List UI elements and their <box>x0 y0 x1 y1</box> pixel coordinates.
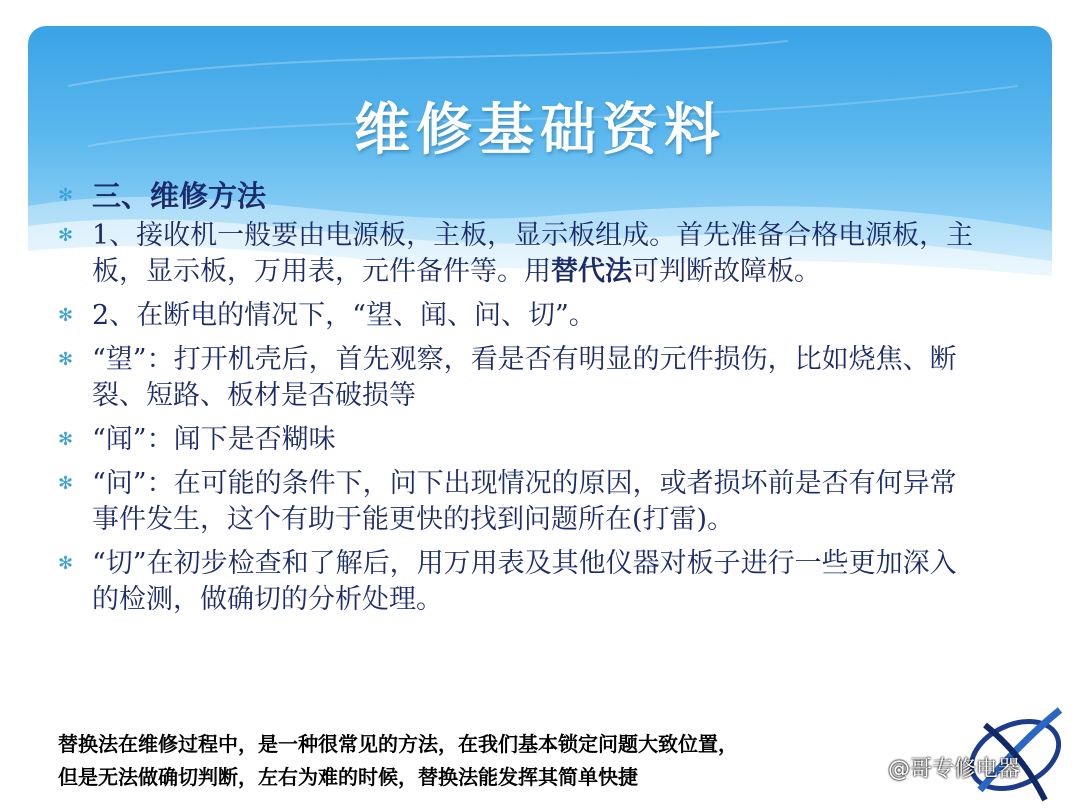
bullet-item <box>56 466 976 538</box>
bullet-text: 2、在断电的情况下，“望、闻、问、切”。 <box>92 300 596 331</box>
bullet-item <box>56 546 976 618</box>
bullet-text-bold: 替代法 <box>551 256 632 287</box>
bullet-star-icon: ✻ <box>58 429 74 450</box>
bullet-star-icon: ✻ <box>58 225 74 246</box>
slide-title: 维修基础资料 <box>354 97 726 163</box>
footer-line: 但是无法做确切判断，左右为难的时候，替换法能发挥其简单快捷 <box>58 765 638 789</box>
bullet-text: 可判断故障板。 <box>632 256 821 287</box>
bullet-text: “问”：在可能的条件下，问下出现情况的原因，或者损坏前是否有何异常事件发生，这个有助于能更快的找到问题所在(打雷)。 <box>92 468 957 535</box>
bullet-star-icon: ✻ <box>58 185 74 206</box>
watermark: @哥专修电器 <box>888 757 1021 782</box>
bullet-list <box>56 178 976 626</box>
bullet-item <box>56 422 976 458</box>
bullet-text: 1、接收机一般要由电源板，主板，显示板组成。首先准备合格电源板，主板，显示板，万用表，元件备件等。用 <box>92 220 974 287</box>
bullet-star-icon: ✻ <box>58 305 74 326</box>
bullet-text: “闻”：闻下是否糊味 <box>92 424 336 455</box>
bullet-star-icon: ✻ <box>58 473 74 494</box>
footer-line: 替换法在维修过程中，是一种很常见的方法，在我们基本锁定问题大致位置， <box>58 732 738 756</box>
bullet-star-icon: ✻ <box>58 349 74 370</box>
bullet-text: 三、维修方法 <box>92 179 267 213</box>
footer-note <box>58 728 988 794</box>
bullet-text: “切”在初步检查和了解后，用万用表及其他仪器对板子进行一些更加深入的检测，做确切的分析处理。 <box>92 548 957 615</box>
bullet-section-heading <box>56 178 976 214</box>
bullet-item <box>56 342 976 414</box>
bullet-star-icon: ✻ <box>58 553 74 574</box>
bullet-item <box>56 218 976 290</box>
bullet-item <box>56 298 976 334</box>
bullet-text: “望”：打开机壳后，首先观察，看是否有明显的元件损伤，比如烧焦、断裂、短路、板材是否破损等 <box>92 344 957 411</box>
